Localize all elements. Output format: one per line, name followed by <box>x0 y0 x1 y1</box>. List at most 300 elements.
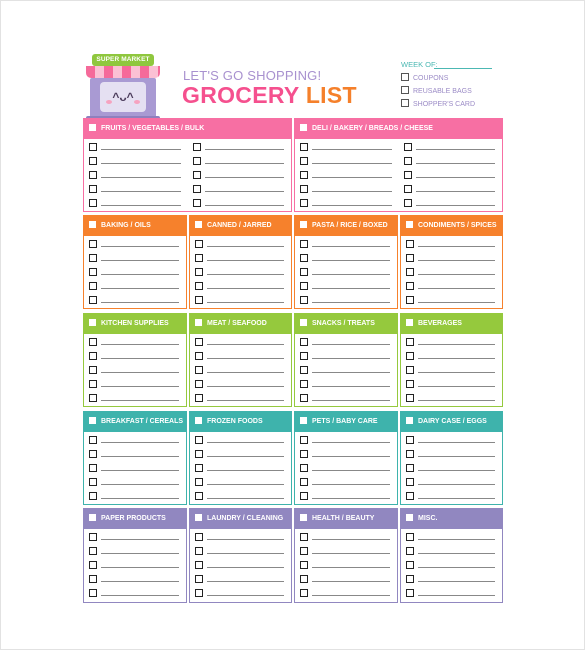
write-in-line[interactable] <box>416 205 496 206</box>
checkbox[interactable] <box>195 282 203 290</box>
write-in-line[interactable] <box>207 553 284 554</box>
checkbox[interactable] <box>89 575 97 583</box>
write-in-line[interactable] <box>312 484 390 485</box>
category-box-canned <box>189 215 292 309</box>
write-in-line[interactable] <box>312 163 392 164</box>
list-item <box>84 572 186 586</box>
checkbox[interactable] <box>406 296 414 304</box>
checkbox[interactable] <box>89 254 97 262</box>
list-item <box>295 265 397 279</box>
write-in-line[interactable] <box>418 288 495 289</box>
store-awning <box>86 66 160 78</box>
checkbox[interactable] <box>300 185 308 193</box>
checkbox[interactable] <box>89 464 97 472</box>
category-checkbox[interactable] <box>195 514 202 521</box>
category-box-laundry <box>189 508 292 603</box>
checkbox[interactable] <box>404 143 412 151</box>
category-checkbox[interactable] <box>89 514 96 521</box>
write-in-line[interactable] <box>418 567 495 568</box>
write-in-line[interactable] <box>207 539 284 540</box>
write-in-line[interactable] <box>101 246 179 247</box>
list-item <box>190 349 291 363</box>
write-in-line[interactable] <box>416 191 496 192</box>
item-list <box>84 530 186 602</box>
checkbox[interactable] <box>89 561 97 569</box>
list-item <box>401 572 502 586</box>
checkbox[interactable] <box>89 436 97 444</box>
write-in-line[interactable] <box>312 246 390 247</box>
checkbox[interactable] <box>193 157 201 165</box>
write-in-line[interactable] <box>101 302 179 303</box>
category-box-pets <box>294 411 398 505</box>
write-in-line[interactable] <box>207 442 284 443</box>
list-item <box>295 433 397 447</box>
write-in-line[interactable] <box>312 260 390 261</box>
store-face-icon: ^ᴗ^ <box>112 90 134 104</box>
checkbox[interactable] <box>300 352 308 360</box>
list-item <box>295 335 397 349</box>
list-item <box>399 140 503 154</box>
write-in-line[interactable] <box>101 260 179 261</box>
category-label: KITCHEN SUPPLIES <box>101 320 169 327</box>
checkbox[interactable] <box>406 547 414 555</box>
write-in-line[interactable] <box>101 567 179 568</box>
write-in-line[interactable] <box>101 484 179 485</box>
category-box-kitchen <box>83 313 187 407</box>
option-coupons[interactable] <box>401 73 448 82</box>
write-in-line[interactable] <box>101 498 179 499</box>
write-in-line[interactable] <box>418 372 495 373</box>
checkbox[interactable] <box>89 143 97 151</box>
item-list <box>190 433 291 504</box>
checkbox[interactable] <box>195 464 203 472</box>
checkbox[interactable] <box>300 450 308 458</box>
checkbox[interactable] <box>300 380 308 388</box>
write-in-line[interactable] <box>418 470 495 471</box>
list-item <box>401 544 502 558</box>
write-in-line[interactable] <box>207 274 284 275</box>
item-column <box>84 140 188 211</box>
checkbox[interactable] <box>406 533 414 541</box>
checkbox[interactable] <box>89 240 97 248</box>
write-in-line[interactable] <box>418 246 495 247</box>
checkbox[interactable] <box>300 254 308 262</box>
checkbox[interactable] <box>404 171 412 179</box>
category-box-fruits <box>83 118 292 212</box>
item-list <box>84 433 186 504</box>
write-in-line[interactable] <box>312 274 390 275</box>
write-in-line[interactable] <box>207 344 284 345</box>
category-checkbox[interactable] <box>406 319 413 326</box>
list-item <box>401 558 502 572</box>
checkbox[interactable] <box>89 366 97 374</box>
write-in-line[interactable] <box>416 149 496 150</box>
checkbox[interactable] <box>406 282 414 290</box>
category-checkbox[interactable] <box>300 417 307 424</box>
write-in-line[interactable] <box>207 288 284 289</box>
write-in-line[interactable] <box>418 274 495 275</box>
checkbox[interactable] <box>300 492 308 500</box>
write-in-line[interactable] <box>312 372 390 373</box>
write-in-line[interactable] <box>207 302 284 303</box>
checkbox[interactable] <box>89 352 97 360</box>
write-in-line[interactable] <box>207 581 284 582</box>
write-in-line[interactable] <box>207 470 284 471</box>
write-in-line[interactable] <box>101 442 179 443</box>
list-item <box>190 475 291 489</box>
write-in-line[interactable] <box>418 484 495 485</box>
checkbox[interactable] <box>89 296 97 304</box>
write-in-line[interactable] <box>312 539 390 540</box>
write-in-line[interactable] <box>312 149 392 150</box>
checkbox[interactable] <box>89 157 97 165</box>
write-in-line[interactable] <box>312 358 390 359</box>
checkbox[interactable] <box>195 547 203 555</box>
checkbox[interactable] <box>404 199 412 207</box>
write-in-line[interactable] <box>418 260 495 261</box>
write-in-line[interactable] <box>207 400 284 401</box>
checkbox[interactable] <box>300 143 308 151</box>
list-item <box>401 530 502 544</box>
week-of-label: WEEK OF: <box>401 60 438 69</box>
checkbox[interactable] <box>89 394 97 402</box>
write-in-line[interactable] <box>207 484 284 485</box>
title-grocery: GROCERY <box>182 82 300 108</box>
category-box-pasta <box>294 215 398 309</box>
category-checkbox[interactable] <box>89 221 96 228</box>
write-in-line[interactable] <box>416 163 496 164</box>
list-item <box>401 586 502 600</box>
checkbox[interactable] <box>89 282 97 290</box>
checkbox[interactable] <box>195 380 203 388</box>
write-in-line[interactable] <box>101 470 179 471</box>
checkbox[interactable] <box>195 533 203 541</box>
list-item <box>401 349 502 363</box>
write-in-line[interactable] <box>205 205 285 206</box>
list-item <box>84 475 186 489</box>
checkbox[interactable] <box>300 366 308 374</box>
checkbox[interactable] <box>195 575 203 583</box>
write-in-line[interactable] <box>207 372 284 373</box>
checkbox[interactable] <box>89 268 97 276</box>
checkbox[interactable] <box>89 547 97 555</box>
write-in-line[interactable] <box>312 470 390 471</box>
checkbox[interactable] <box>195 268 203 276</box>
write-in-line[interactable] <box>418 539 495 540</box>
write-in-line[interactable] <box>312 288 390 289</box>
list-item <box>190 377 291 391</box>
checkbox[interactable] <box>89 478 97 486</box>
category-checkbox[interactable] <box>195 319 202 326</box>
checkbox[interactable] <box>300 199 308 207</box>
checkbox[interactable] <box>300 436 308 444</box>
checkbox[interactable] <box>195 366 203 374</box>
write-in-line[interactable] <box>312 344 390 345</box>
write-in-line[interactable] <box>312 567 390 568</box>
checkbox[interactable] <box>300 240 308 248</box>
category-box-health <box>294 508 398 603</box>
checkbox[interactable] <box>300 394 308 402</box>
checkbox[interactable] <box>89 380 97 388</box>
checkbox[interactable] <box>193 143 201 151</box>
write-in-line[interactable] <box>101 163 181 164</box>
checkbox[interactable] <box>89 589 97 597</box>
item-list <box>190 237 291 308</box>
checkbox[interactable] <box>406 436 414 444</box>
write-in-line[interactable] <box>207 595 284 596</box>
write-in-line[interactable] <box>312 205 392 206</box>
checkbox[interactable] <box>401 86 409 94</box>
write-in-line[interactable] <box>101 149 181 150</box>
write-in-line[interactable] <box>416 177 496 178</box>
write-in-line[interactable] <box>207 456 284 457</box>
write-in-line[interactable] <box>101 205 181 206</box>
category-checkbox[interactable] <box>89 124 96 131</box>
category-checkbox[interactable] <box>300 514 307 521</box>
checkbox[interactable] <box>406 240 414 248</box>
write-in-line[interactable] <box>312 177 392 178</box>
item-column <box>188 140 292 211</box>
checkbox[interactable] <box>195 254 203 262</box>
checkbox[interactable] <box>406 366 414 374</box>
option-shoppers-card[interactable] <box>401 99 475 108</box>
checkbox[interactable] <box>406 589 414 597</box>
write-in-line[interactable] <box>418 400 495 401</box>
list-item <box>399 154 503 168</box>
checkbox[interactable] <box>406 492 414 500</box>
list-item <box>190 363 291 377</box>
checkbox[interactable] <box>89 533 97 541</box>
checkbox[interactable] <box>195 589 203 597</box>
checkbox[interactable] <box>195 561 203 569</box>
checkbox[interactable] <box>300 589 308 597</box>
write-in-line[interactable] <box>312 595 390 596</box>
write-in-line[interactable] <box>418 456 495 457</box>
list-item <box>84 558 186 572</box>
list-item <box>401 279 502 293</box>
write-in-line[interactable] <box>418 302 495 303</box>
list-item <box>295 196 399 210</box>
category-checkbox[interactable] <box>406 417 413 424</box>
category-checkbox[interactable] <box>195 221 202 228</box>
write-in-line[interactable] <box>205 177 285 178</box>
write-in-line[interactable] <box>418 498 495 499</box>
list-item <box>84 544 186 558</box>
checkbox[interactable] <box>89 338 97 346</box>
write-in-line[interactable] <box>312 386 390 387</box>
checkbox[interactable] <box>300 547 308 555</box>
category-checkbox[interactable] <box>195 417 202 424</box>
item-list <box>401 237 502 308</box>
checkbox[interactable] <box>89 199 97 207</box>
category-checkbox[interactable] <box>89 417 96 424</box>
write-in-line[interactable] <box>418 386 495 387</box>
write-in-line[interactable] <box>207 498 284 499</box>
write-in-line[interactable] <box>312 442 390 443</box>
write-in-line[interactable] <box>101 372 179 373</box>
checkbox[interactable] <box>300 157 308 165</box>
list-item <box>190 586 291 600</box>
write-in-line[interactable] <box>207 386 284 387</box>
checkbox[interactable] <box>193 171 201 179</box>
category-header <box>401 412 502 432</box>
category-checkbox[interactable] <box>300 319 307 326</box>
category-header <box>84 412 186 432</box>
write-in-line[interactable] <box>205 191 285 192</box>
write-in-line[interactable] <box>207 567 284 568</box>
list-item <box>295 363 397 377</box>
list-item <box>401 335 502 349</box>
write-in-line[interactable] <box>207 260 284 261</box>
checkbox[interactable] <box>300 338 308 346</box>
checkbox[interactable] <box>89 171 97 179</box>
checkbox[interactable] <box>406 464 414 472</box>
list-item <box>190 558 291 572</box>
list-item <box>190 335 291 349</box>
list-item <box>295 251 397 265</box>
option-label: COUPONS <box>413 75 449 82</box>
category-header <box>401 216 502 236</box>
checkbox[interactable] <box>89 450 97 458</box>
checkbox[interactable] <box>300 478 308 486</box>
option-reusable-bags[interactable] <box>401 86 472 95</box>
write-in-line[interactable] <box>101 539 179 540</box>
list-item <box>188 196 292 210</box>
title-list: LIST <box>305 82 357 108</box>
checkbox[interactable] <box>401 73 409 81</box>
checkbox[interactable] <box>404 185 412 193</box>
checkbox[interactable] <box>195 394 203 402</box>
checkbox[interactable] <box>300 282 308 290</box>
checkbox[interactable] <box>300 575 308 583</box>
write-in-line[interactable] <box>101 274 179 275</box>
write-in-line[interactable] <box>418 358 495 359</box>
checkbox[interactable] <box>195 352 203 360</box>
item-list <box>295 237 397 308</box>
checkbox[interactable] <box>300 561 308 569</box>
cheek-left <box>106 100 112 104</box>
checkbox[interactable] <box>195 436 203 444</box>
list-item <box>84 154 188 168</box>
category-box-deli <box>294 118 503 212</box>
category-checkbox[interactable] <box>406 221 413 228</box>
checkbox[interactable] <box>406 268 414 276</box>
list-item <box>84 335 186 349</box>
write-in-line[interactable] <box>101 581 179 582</box>
checkbox[interactable] <box>300 268 308 276</box>
checkbox[interactable] <box>406 478 414 486</box>
write-in-line[interactable] <box>101 400 179 401</box>
checkbox[interactable] <box>193 185 201 193</box>
list-item <box>190 447 291 461</box>
list-item <box>295 293 397 307</box>
checkbox[interactable] <box>406 352 414 360</box>
list-item <box>401 237 502 251</box>
category-label: BREAKFAST / CEREALS <box>101 418 184 425</box>
checkbox[interactable] <box>195 240 203 248</box>
item-list <box>84 140 291 211</box>
write-in-line[interactable] <box>312 400 390 401</box>
category-checkbox[interactable] <box>300 124 307 131</box>
write-in-line[interactable] <box>101 191 181 192</box>
write-in-line[interactable] <box>101 288 179 289</box>
category-checkbox[interactable] <box>89 319 96 326</box>
checkbox[interactable] <box>195 450 203 458</box>
category-checkbox[interactable] <box>406 514 413 521</box>
write-in-line[interactable] <box>418 581 495 582</box>
list-item <box>190 279 291 293</box>
checkbox[interactable] <box>195 478 203 486</box>
write-in-line[interactable] <box>418 344 495 345</box>
write-in-line[interactable] <box>312 191 392 192</box>
category-checkbox[interactable] <box>300 221 307 228</box>
write-in-line[interactable] <box>101 358 179 359</box>
write-in-line[interactable] <box>312 456 390 457</box>
write-in-line[interactable] <box>101 456 179 457</box>
list-item <box>190 489 291 503</box>
checkbox[interactable] <box>406 450 414 458</box>
list-item <box>295 154 399 168</box>
write-in-line[interactable] <box>418 553 495 554</box>
write-in-line[interactable] <box>101 386 179 387</box>
write-in-line[interactable] <box>312 302 390 303</box>
checkbox[interactable] <box>406 394 414 402</box>
category-header <box>295 216 397 236</box>
write-in-line[interactable] <box>312 498 390 499</box>
checkbox[interactable] <box>401 99 409 107</box>
list-item <box>84 447 186 461</box>
checkbox[interactable] <box>404 157 412 165</box>
write-in-line[interactable] <box>205 163 285 164</box>
checkbox[interactable] <box>195 492 203 500</box>
category-box-paper <box>83 508 187 603</box>
checkbox[interactable] <box>195 338 203 346</box>
write-in-line[interactable] <box>207 358 284 359</box>
page-title <box>182 82 357 109</box>
checkbox[interactable] <box>193 199 201 207</box>
checkbox[interactable] <box>300 171 308 179</box>
checkbox[interactable] <box>195 296 203 304</box>
checkbox[interactable] <box>300 533 308 541</box>
week-of-input-line[interactable] <box>434 68 492 69</box>
write-in-line[interactable] <box>205 149 285 150</box>
category-label: CANNED / JARRED <box>207 222 272 229</box>
checkbox[interactable] <box>300 296 308 304</box>
checkbox[interactable] <box>406 561 414 569</box>
checkbox[interactable] <box>406 575 414 583</box>
list-item <box>84 168 188 182</box>
write-in-line[interactable] <box>101 553 179 554</box>
list-item <box>295 586 397 600</box>
write-in-line[interactable] <box>418 442 495 443</box>
checkbox[interactable] <box>406 338 414 346</box>
checkbox[interactable] <box>89 492 97 500</box>
write-in-line[interactable] <box>101 177 181 178</box>
checkbox[interactable] <box>406 254 414 262</box>
write-in-line[interactable] <box>312 581 390 582</box>
write-in-line[interactable] <box>101 344 179 345</box>
write-in-line[interactable] <box>312 553 390 554</box>
checkbox[interactable] <box>300 464 308 472</box>
write-in-line[interactable] <box>101 595 179 596</box>
checkbox[interactable] <box>406 380 414 388</box>
write-in-line[interactable] <box>418 595 495 596</box>
checkbox[interactable] <box>89 185 97 193</box>
category-label: DAIRY CASE / EGGS <box>418 418 487 425</box>
write-in-line[interactable] <box>207 246 284 247</box>
list-item <box>401 363 502 377</box>
category-header <box>295 314 397 334</box>
